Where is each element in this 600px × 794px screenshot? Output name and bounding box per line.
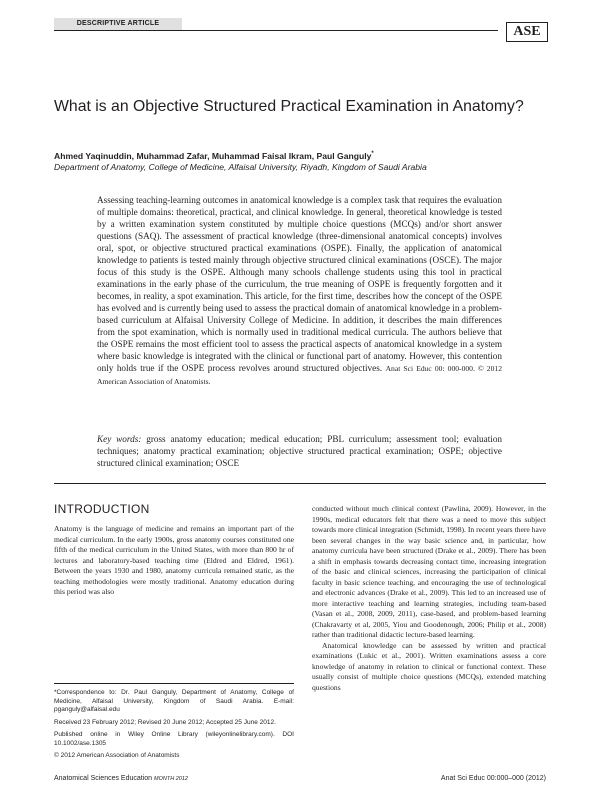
intro-right-column bbox=[312, 504, 546, 693]
intro-right-paragraph: conducted without much clinical context (Pawlina, 2009). However, in the 1990s, medical educators felt that there was a need to move this subject towards more clinical integration (Schmidt, 1998). In recent years there have been several changes in the way basic science and, in particular, how anatomy curricula have been structured (Drake et al., 2009). There has been a shift in emphasis towards decreasing contact time, increasing integration of the basic and clinical sciences, increasing the participation of clinical faculty in basic science teaching, and encouraging the use of technological and electronic advances (Drake et al., 2009). This led to an increased use of more interactive teaching and learning strategies, including team-based (Vasan et al., 2008, 2009, 2011), case-based, and problem-based learning (Chakravarty et al, 2005, Yiou and Goodenough, 2006; Philip et al., 2008) rather than traditional didactic lecture-based learning. bbox=[312, 504, 546, 639]
intro-left-paragraph: Anatomy is the language of medicine and remains an important part of the medical curriculum. In the early 1900s, gross anatomy courses constituted one fifth of the medical curriculum in the United States, with more than 800 hr of lectures and laboratory-based teaching time (Eldred and Eldred, 1961). Between the years 1930 and 1980, anatomy curricula remained static, as the teaching methodologies were mostly traditional. Anatomy education during this period was also bbox=[54, 524, 294, 596]
footer-journal-name: Anatomical Sciences Education bbox=[54, 775, 153, 782]
article-title: What is an Objective Structured Practical Examination in Anatomy? bbox=[54, 98, 524, 115]
article-type-tag: DESCRIPTIVE ARTICLE bbox=[54, 18, 182, 30]
journal-logo: ASE bbox=[506, 22, 548, 42]
footer-citation: Anat Sci Educ 00:000–000 (2012) bbox=[440, 775, 546, 782]
section-divider bbox=[54, 483, 546, 484]
keywords-text: gross anatomy education; medical education; PBL curriculum; assessment tool; evaluation techniques; anatomy practical examination; objective structured practical examination; OSPE; objective structured clinical examination; OSCE bbox=[97, 434, 503, 468]
footer-month: MONTH 2012 bbox=[154, 776, 188, 782]
intro-right-paragraph: Anatomical knowledge can be assessed by written and practical examinations (Lukic et al., 2001). Written examinations assess a core knowledge of anatomy in relation to clinical or functional context. These usually consist of multiple choice questions (MCQs), extended matching questions bbox=[312, 640, 546, 692]
corresponding-mark: * bbox=[371, 151, 374, 157]
published-note: Published online in Wiley Online Library (wileyonlinelibrary.com). DOI 10.1002/ase.1305 bbox=[54, 731, 294, 747]
header-rule bbox=[54, 30, 498, 31]
keywords bbox=[97, 433, 502, 469]
introduction-heading: INTRODUCTION bbox=[54, 502, 150, 516]
dates-note: Received 23 February 2012; Revised 20 June 2012; Accepted 25 June 2012. bbox=[54, 718, 276, 726]
correspondence-note: *Correspondence to: Dr. Paul Ganguly, Department of Anatomy, College of Medicine, Alfaisal University, Kingdom of Saudi Arabia. E-mail: pganguly@alfaisal.edu bbox=[54, 689, 294, 714]
footnote-rule bbox=[54, 683, 294, 684]
keywords-label: Key words: bbox=[97, 434, 142, 444]
abstract bbox=[97, 194, 502, 388]
author-list bbox=[54, 148, 554, 162]
footnotes bbox=[54, 689, 294, 753]
author-affiliation: Department of Anatomy, College of Medicine, Alfaisal University, Riyadh, Kingdom of Saudi Arabia bbox=[54, 162, 427, 172]
abstract-citation: Anat Sci Educ 00: 000-000. © 2012 American Association of Anatomists. bbox=[97, 364, 502, 386]
author-names: Ahmed Yaqinuddin, Muhammad Zafar, Muhammad Faisal Ikram, Paul Ganguly bbox=[54, 150, 372, 161]
footer-journal bbox=[54, 775, 188, 782]
copyright-note: © 2012 American Association of Anatomists bbox=[54, 752, 180, 759]
abstract-text: Assessing teaching-learning outcomes in anatomical knowledge is a complex task that requires the evaluation of multiple domains: theoretical, practical, and clinical knowledge. In general, theoretical knowledge is tested by a written examination system constituted by multiple choice questions (MCQs) and/or short answer questions (SAQ). The assessment of practical knowledge (three-dimensional anatomical concepts) involves oral, spot, or objective structured practical examinations (OSPE). Finally, the application of anatomical knowledge to patients is tested mainly through objective structured clinical examinations (OSCE). The major focus of this study is the OSPE. Although many schools challenge students using this tool in practical examinations in the early phase of the curriculum, the true meaning of OSPE is frequently forgotten and it becomes, in reality, a spot examination. This article, for the first time, describes how the concept of the OSPE has evolved and is currently being used to assess the practical domain of anatomical knowledge in a problem-based curriculum at Alfaisal University College of Medicine. In addition, it describes the main differences from the spot examination, which is normally used in traditional medical curricula. The authors believe that the OSPE remains the most efficient tool to assess the practical aspects of anatomical knowledge in a system where basic knowledge is integrated with the clinical or functional part of anatomy. However, this contention only holds true if the OSPE process revolves around structured objectives. bbox=[97, 195, 502, 373]
